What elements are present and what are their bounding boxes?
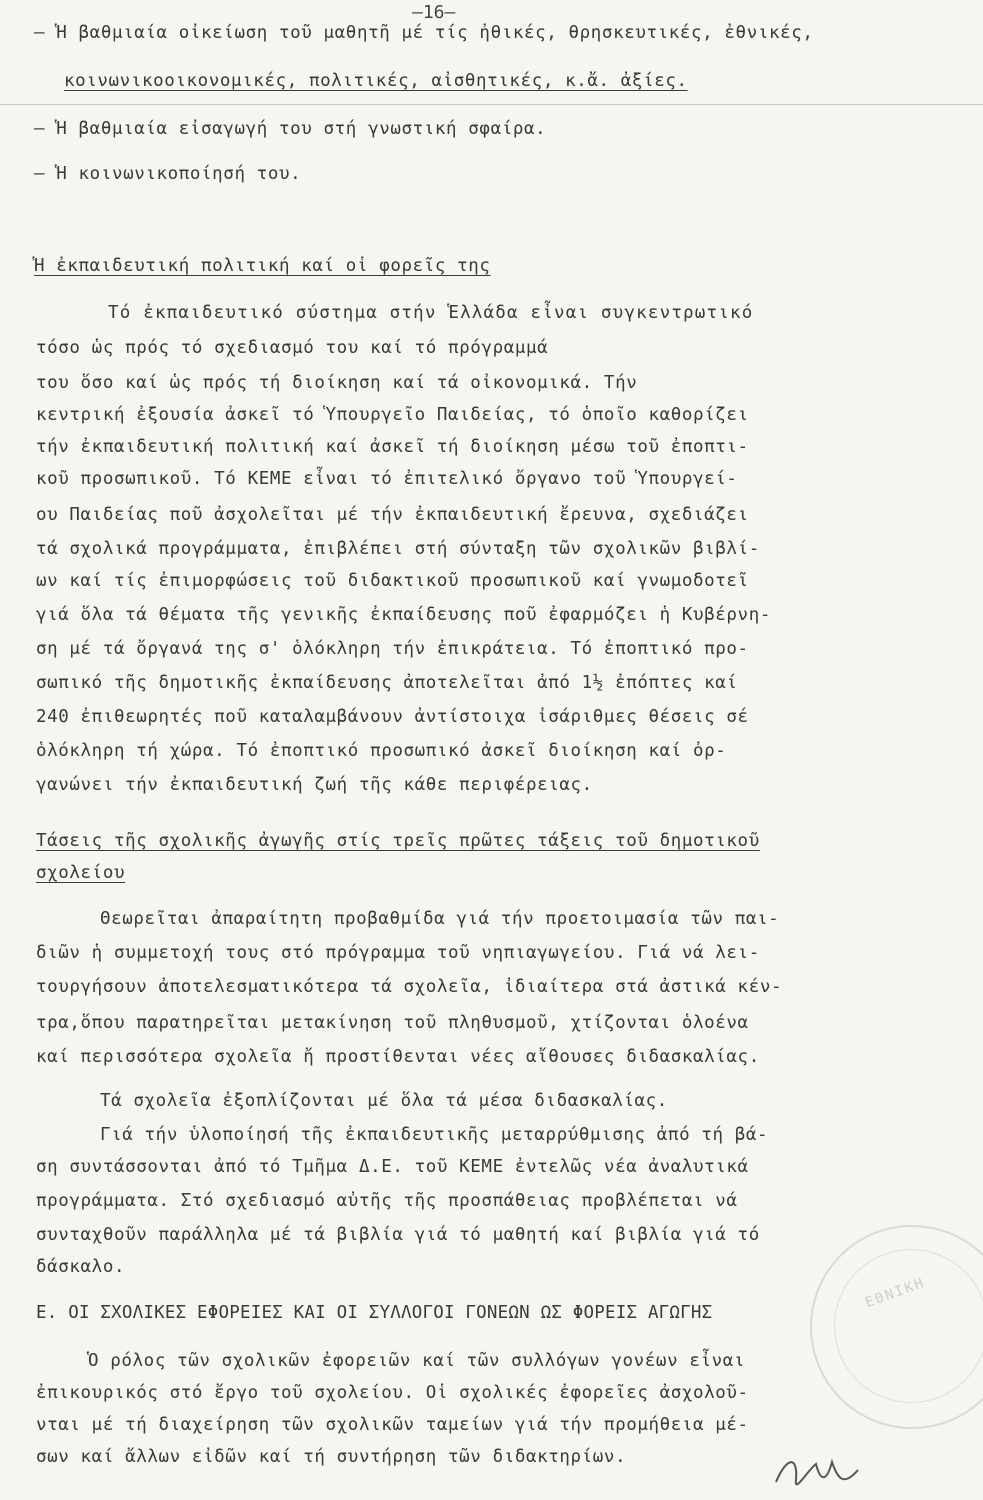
text-line: ση συντάσσονται ἀπό τό Τμῆμα Δ.Ε. τοῦ ΚΕΜΕ ἐντελῶς νέα ἀναλυτικά [36, 1157, 749, 1177]
text-line: γανώνει τήν ἐκπαιδευτική ζωή τῆς κάθε περιφέρειας. [36, 775, 593, 795]
text-line: κοῦ προσωπικοῦ. Τό ΚΕΜΕ εἶναι τό ἐπιτελικό ὄργανο τοῦ Ὑπουργεί- [36, 469, 738, 489]
text-line: προγράμματα. Στό σχεδιασμό αὐτῆς τῆς προσπάθειας προβλέπεται νά [36, 1191, 738, 1211]
section-heading: σχολείου [36, 863, 126, 883]
text-line: ἐπικουρικός στό ἔργο τοῦ σχολείου. Οἱ σχολικές ἐφορεῖες ἀσχολοῦ- [36, 1383, 749, 1403]
text-line: σων καί ἄλλων εἰδῶν καί τή συντήρηση τῶν διδακτηρίων. [36, 1447, 627, 1467]
text-line: 240 ἐπιθεωρητές ποῦ καταλαμβάνουν ἀντίστοιχα ἰσάριθμες θέσεις σέ [36, 707, 749, 727]
text-line: Τό ἐκπαιδευτικό σύστημα στήν Ἑλλάδα εἶναι συγκεντρωτικό [108, 303, 754, 323]
text-line: Τά σχολεῖα ἐξοπλίζονται μέ ὅλα τά μέσα διδασκαλίας. [100, 1091, 668, 1111]
text-line: τόσο ὡς πρός τό σχεδιασμό του καί τό πρόγραμμά [36, 338, 549, 358]
text-line: Ὁ ρόλος τῶν σχολικῶν ἐφορειῶν καί τῶν συλλόγων γονέων εἶναι [88, 1351, 746, 1371]
library-stamp: ΕΘΝΙΚΗ [810, 1225, 983, 1429]
text-line: σωπικό τῆς δημοτικῆς ἐκπαίδευσης ἀποτελεῖται ἀπό 1½ ἐπόπτες καί [36, 673, 738, 693]
text-line: νται μέ τή διαχείρηση τῶν σχολικῶν ταμείων γιά τήν προμήθεια μέ- [36, 1415, 749, 1435]
text-line: κοινωνικοοικονομικές, πολιτικές, αἰσθητικές, κ.ἄ. ἀξίες. [64, 71, 688, 91]
text-line: ση μέ τά ὄργανά της σ' ὁλόκληρη τήν ἐπικράτεια. Τό ἐποπτικό προ- [36, 639, 749, 659]
text-line: γιά ὅλα τά θέματα τῆς γενικῆς ἐκπαίδευσης ποῦ ἐφαρμόζει ἡ Κυβέρνη- [36, 605, 771, 625]
text-line: συνταχθοῦν παράλληλα μέ τά βιβλία γιά τό μαθητή καί βιβλία γιά τό [36, 1225, 760, 1245]
text-line: τά σχολικά προγράμματα, ἐπιβλέπει στή σύνταξη τῶν σχολικῶν βιβλί- [36, 539, 760, 559]
section-heading: Τάσεις τῆς σχολικῆς ἀγωγῆς στίς τρεῖς πρῶτες τάξεις τοῦ δημοτικοῦ [36, 831, 760, 851]
text-line: ὁλόκληρη τή χώρα. Τό ἐποπτικό προσωπικό ἀσκεῖ διοίκηση καί ὀρ- [36, 741, 727, 761]
section-heading: Ε. ΟΙ ΣΧΟΛΙΚΕΣ ΕΦΟΡΕΙΕΣ ΚΑΙ ΟΙ ΣΥΛΛΟΓΟΙ ΓΟΝΕΩΝ ΩΣ ΦΟΡΕΙΣ ΑΓΩΓΗΣ [36, 1303, 713, 1323]
page-number: —16— [412, 2, 456, 23]
text-line: τήν ἐκπαιδευτική πολιτική καί ἀσκεῖ τή διοίκηση μέσω τοῦ ἐποπτι- [36, 437, 749, 457]
text-line: ου Παιδείας ποῦ ἀσχολεῖται μέ τήν ἐκπαιδευτική ἔρευνα, σχεδιάζει [36, 505, 749, 525]
text-line: — Ἡ βαθμιαία εἰσαγωγή του στή γνωστική σφαίρα. [34, 119, 547, 139]
text-line: δάσκαλο. [36, 1257, 126, 1277]
text-line: του ὅσο καί ὡς πρός τή διοίκηση καί τά οἰκονομικά. Τήν [36, 373, 638, 393]
text-line: — Ἡ κοινωνικοποίησή του. [34, 164, 302, 184]
section-heading: Ἡ ἐκπαιδευτική πολιτική καί οἱ φορεῖς της [34, 256, 491, 276]
text-line: καί περισσότερα σχολεῖα ἤ προστίθενται νέες αἴθουσες διδασκαλίας. [36, 1047, 760, 1067]
text-line: τρα,ὅπου παρατηρεῖται μετακίνηση τοῦ πληθυσμοῦ, χτίζονται ὁλοένα [36, 1013, 749, 1033]
text-line: Γιά τήν ὑλοποίησή τῆς ἐκπαιδευτικῆς μεταρρύθμισης ἀπό τή βά- [100, 1125, 769, 1145]
text-line: — Ἡ βαθμιαία οἰκείωση τοῦ μαθητῆ μέ τίς ἠθικές, θρησκευτικές, ἐθνικές, [34, 23, 814, 43]
text-line: Θεωρεῖται ἀπαραίτητη προβαθμίδα γιά τήν προετοιμασία τῶν παι- [100, 909, 780, 929]
text-line: κεντρική ἐξουσία ἀσκεῖ τό Ὑπουργεῖο Παιδείας, τό ὁποῖο καθορίζει [36, 405, 749, 425]
scan-line [0, 104, 983, 105]
signature [768, 1440, 878, 1500]
text-line: διῶν ἡ συμμετοχή τους στό πρόγραμμα τοῦ νηπιαγωγείου. Γιά νά λει- [36, 943, 760, 963]
text-line: τουργήσουν ἀποτελεσματικότερα τά σχολεῖα, ἰδιαίτερα στά ἀστικά κέν- [36, 977, 783, 997]
text-line: ων καί τίς ἐπιμορφώσεις τοῦ διδακτικοῦ προσωπικοῦ καί γνωμοδοτεῖ [36, 571, 749, 591]
